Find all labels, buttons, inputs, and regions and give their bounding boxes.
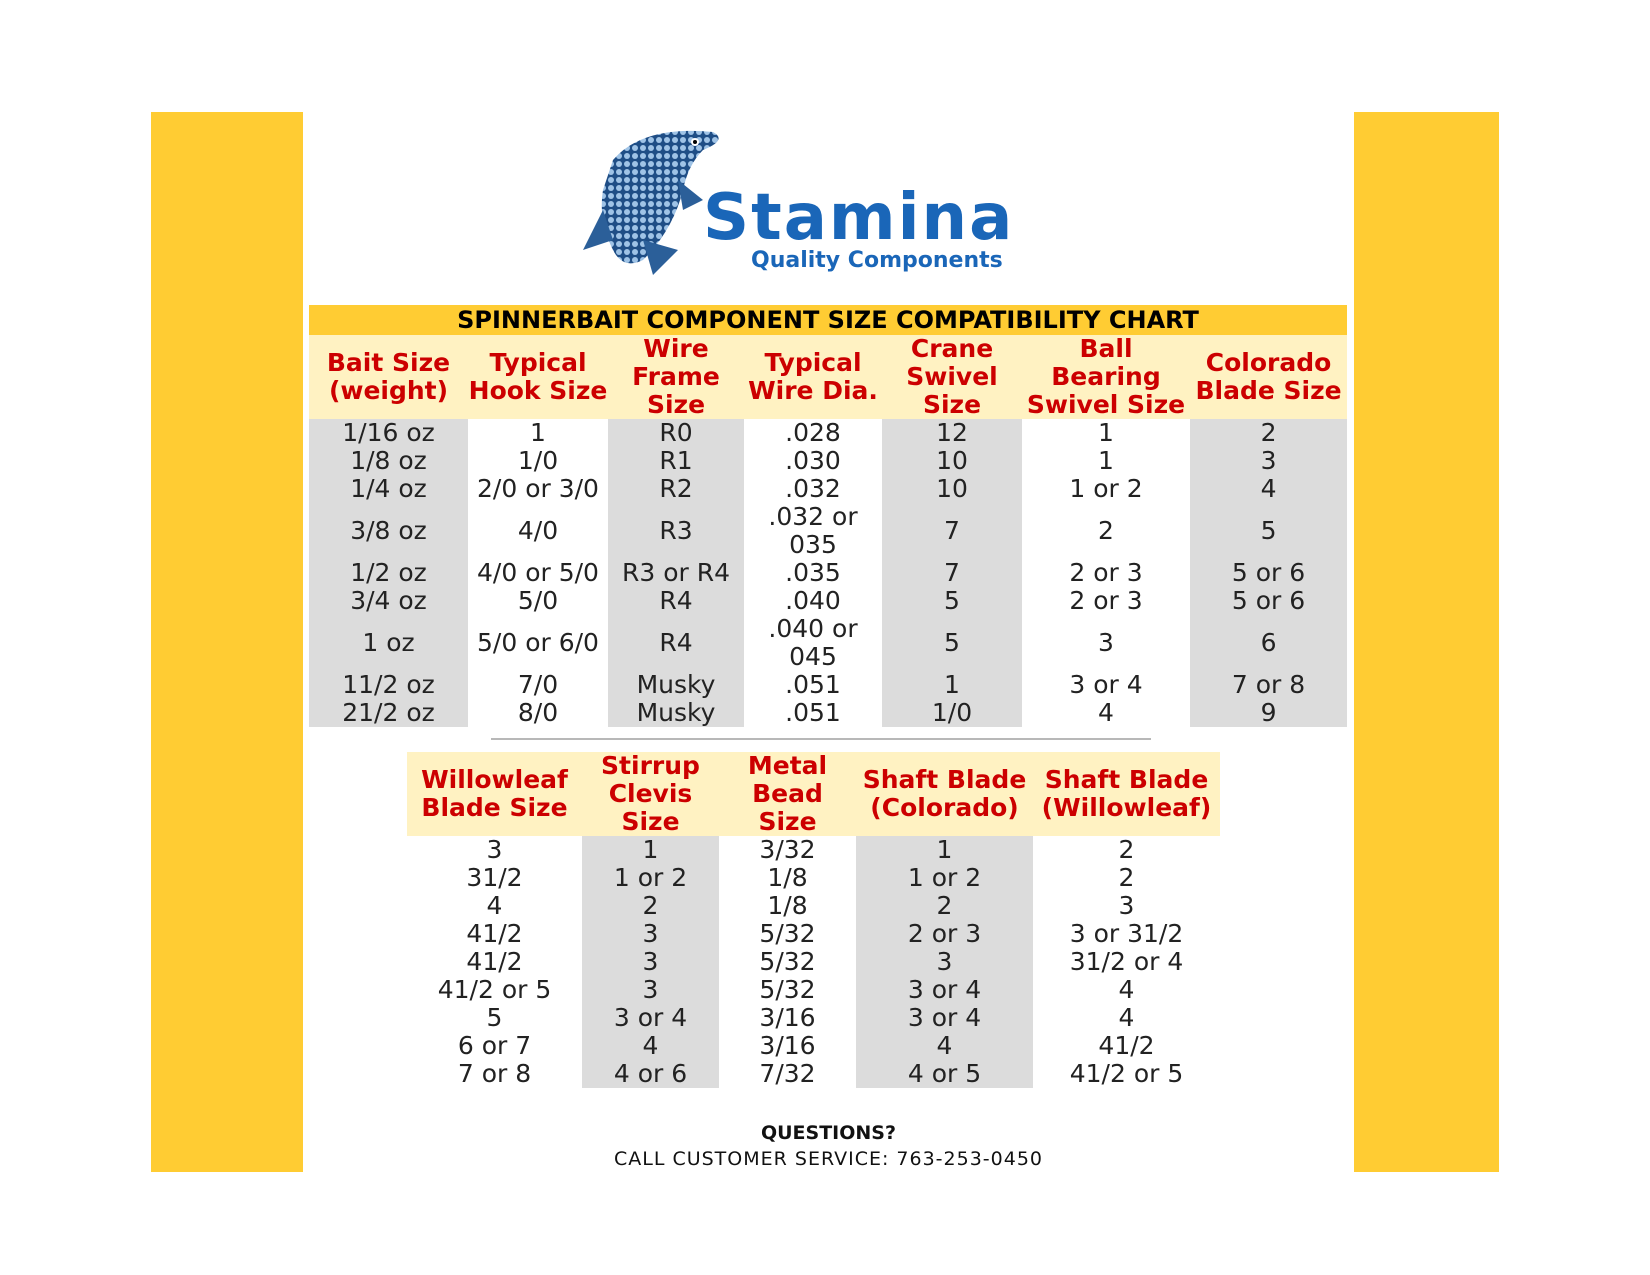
table-cell: 31/2 — [466, 863, 523, 892]
table-cell: 3/16 — [759, 1031, 816, 1060]
table-cell: 1 — [582, 836, 719, 864]
table-row — [309, 615, 1347, 671]
table-cell: 41/2 — [466, 947, 523, 976]
table-cell: .032 or 035 — [768, 502, 858, 559]
table-cell: Musky — [608, 671, 744, 699]
table-cell: R3 — [608, 503, 744, 559]
table-cell: 41/2 — [466, 919, 523, 948]
table-cell: 1 or 2 — [856, 864, 1033, 892]
chart1-body — [309, 419, 1347, 727]
table-cell: 4 or 5 — [856, 1060, 1033, 1088]
table-cell: .030 — [785, 446, 841, 475]
table-cell: 4 or 6 — [582, 1060, 719, 1088]
table-cell: 5 — [486, 1003, 503, 1032]
col-header-hook-size: Typical Hook Size — [468, 335, 608, 419]
table-cell: 2 — [856, 892, 1033, 920]
table-cell: R4 — [608, 615, 744, 671]
col-header-colorado-blade: Colorado Blade Size — [1190, 335, 1347, 419]
right-yellow-panel — [1354, 112, 1499, 1172]
table-cell: 1/2 oz — [309, 559, 468, 587]
table-cell: 2/0 or 3/0 — [477, 474, 599, 503]
table-cell: 4 — [856, 1032, 1033, 1060]
table-cell: 7 — [882, 559, 1022, 587]
table-cell: 5 — [1190, 503, 1347, 559]
questions-heading: QUESTIONS? — [760, 1122, 897, 1144]
table-cell: 2 — [1190, 419, 1347, 447]
table-cell: R0 — [608, 419, 744, 447]
table-cell: 5 — [882, 615, 1022, 671]
table-cell: 1 — [530, 418, 546, 447]
chart2-header-row — [407, 752, 1220, 836]
table-row — [309, 587, 1347, 615]
table-cell: R1 — [608, 447, 744, 475]
table-cell: 5/0 — [517, 586, 559, 615]
table-cell: 3 — [856, 948, 1033, 976]
table-cell: 7/0 — [517, 670, 559, 699]
table-cell: 5/0 or 6/0 — [477, 628, 599, 657]
table-cell: 5 — [882, 587, 1022, 615]
table-row — [407, 948, 1220, 976]
page — [151, 112, 1499, 1172]
table-cell: .040 — [785, 586, 841, 615]
table-cell: 2 — [1098, 516, 1114, 545]
table-cell: 2 — [1118, 863, 1135, 892]
table-row — [407, 976, 1220, 1004]
chart-title: SPINNERBAIT COMPONENT SIZE COMPATIBILITY CHART — [309, 305, 1347, 335]
col-header-willowleaf: Willowleaf Blade Size — [407, 752, 582, 836]
col-header-wire-dia: Typical Wire Dia. — [744, 335, 882, 419]
col-header-shaft-colorado: Shaft Blade (Colorado) — [856, 752, 1033, 836]
table-cell: 6 or 7 — [457, 1031, 532, 1060]
left-yellow-panel — [151, 112, 303, 1172]
col-header-shaft-willowleaf: Shaft Blade (Willowleaf) — [1033, 752, 1220, 836]
table-cell: 41/2 or 5 — [437, 975, 552, 1004]
table-cell: 1/8 — [767, 891, 808, 920]
table-cell: 3/8 oz — [309, 503, 468, 559]
table-cell: 4 — [582, 1032, 719, 1060]
table-cell: 3 or 4 — [856, 976, 1033, 1004]
table-cell: 4 — [1190, 475, 1347, 503]
col-header-bait-size: Bait Size (weight) — [309, 335, 468, 419]
table-cell: 1 — [1098, 446, 1114, 475]
table-cell: .028 — [785, 418, 841, 447]
table-cell: 3/16 — [759, 1003, 816, 1032]
table-cell: 5/32 — [759, 975, 816, 1004]
table-cell: Musky — [608, 699, 744, 727]
table-cell: 7/32 — [759, 1059, 816, 1088]
table-cell: .051 — [785, 698, 841, 727]
table-row — [407, 1032, 1220, 1060]
table-cell: 1 oz — [309, 615, 468, 671]
table-cell: 3 or 4 — [582, 1004, 719, 1032]
table-cell: 3/4 oz — [309, 587, 468, 615]
table-cell: 1/0 — [517, 446, 559, 475]
main-content — [303, 112, 1354, 1172]
table-cell: 9 — [1190, 699, 1347, 727]
table-cell: 3 — [582, 920, 719, 948]
table-cell: 5 or 6 — [1190, 559, 1347, 587]
table-cell: 10 — [882, 475, 1022, 503]
table-cell: R4 — [608, 587, 744, 615]
table-row — [407, 1004, 1220, 1032]
table-cell: 4 — [486, 891, 503, 920]
table-cell: 2 or 3 — [1069, 558, 1143, 587]
chart2-body — [407, 836, 1220, 1088]
col-header-metal-bead: Metal Bead Size — [719, 752, 856, 836]
col-header-crane-swivel: Crane Swivel Size — [882, 335, 1022, 419]
table-cell: 3 or 31/2 — [1069, 919, 1184, 948]
customer-service-line: CALL CUSTOMER SERVICE: 763-253-0450 — [613, 1148, 1044, 1170]
table-row — [309, 447, 1347, 475]
table-cell: 3 or 4 — [1069, 670, 1143, 699]
section-divider — [491, 738, 1151, 740]
table-cell: 5 or 6 — [1190, 587, 1347, 615]
table-cell: 8/0 — [517, 698, 559, 727]
table-cell: 4/0 — [517, 516, 559, 545]
stamina-logo — [583, 120, 1053, 280]
col-header-stirrup-clevis: Stirrup Clevis Size — [582, 752, 719, 836]
table-cell: 3 — [1098, 628, 1114, 657]
table-row — [309, 419, 1347, 447]
table-cell: 3 — [582, 976, 719, 1004]
table-cell: 2 — [1118, 835, 1135, 864]
blade-chart — [407, 752, 1220, 1088]
table-cell: 4 — [1118, 1003, 1135, 1032]
table-cell: 1 or 2 — [1069, 474, 1143, 503]
chart1-header-row — [309, 335, 1347, 419]
table-cell: 12 — [882, 419, 1022, 447]
table-cell: 1 — [882, 671, 1022, 699]
table-row — [407, 1060, 1220, 1088]
table-cell: 41/2 — [1098, 1031, 1155, 1060]
brand-name: Stamina — [703, 181, 1015, 255]
table-cell: 4 — [1098, 698, 1114, 727]
table-cell: .040 or 045 — [768, 614, 858, 671]
table-cell: 31/2 or 4 — [1069, 947, 1184, 976]
table-row — [309, 671, 1347, 699]
table-cell: 2 or 3 — [856, 920, 1033, 948]
table-cell: 2 or 3 — [1069, 586, 1143, 615]
table-cell: 7 or 8 — [457, 1059, 532, 1088]
table-row — [407, 892, 1220, 920]
table-cell: 1/4 oz — [309, 475, 468, 503]
table-cell: .051 — [785, 670, 841, 699]
table-cell: 3 — [486, 835, 503, 864]
table-cell: 1/8 — [767, 863, 808, 892]
table-row — [309, 559, 1347, 587]
table-cell: 1 — [856, 836, 1033, 864]
table-cell: 11/2 oz — [309, 671, 468, 699]
table-row — [407, 864, 1220, 892]
table-row — [407, 836, 1220, 864]
col-header-ball-bearing: Ball Bearing Swivel Size — [1022, 335, 1190, 419]
table-row — [309, 699, 1347, 727]
table-cell: .035 — [785, 558, 841, 587]
table-cell: 1/8 oz — [309, 447, 468, 475]
table-row — [309, 475, 1347, 503]
table-cell: 3 or 4 — [856, 1004, 1033, 1032]
table-cell: 3/32 — [759, 835, 816, 864]
table-cell: 2 — [582, 892, 719, 920]
table-cell: 21/2 oz — [309, 699, 468, 727]
table-cell: 6 — [1190, 615, 1347, 671]
table-cell: 4/0 or 5/0 — [477, 558, 599, 587]
table-cell: 5/32 — [759, 919, 816, 948]
table-cell: R2 — [608, 475, 744, 503]
table-cell: 5/32 — [759, 947, 816, 976]
fish-icon — [583, 120, 723, 280]
table-cell: 1 or 2 — [582, 864, 719, 892]
col-header-wire-frame-size: Wire Frame Size — [608, 335, 744, 419]
table-row — [309, 503, 1347, 559]
table-cell: 3 — [1190, 447, 1347, 475]
table-cell: 1 — [1098, 418, 1114, 447]
table-cell: 10 — [882, 447, 1022, 475]
table-cell: 3 — [582, 948, 719, 976]
table-cell: 1/16 oz — [309, 419, 468, 447]
table-cell: 1/0 — [882, 699, 1022, 727]
brand-tagline: Quality Components — [751, 248, 1003, 273]
table-row — [407, 920, 1220, 948]
table-cell: 41/2 or 5 — [1069, 1059, 1184, 1088]
table-cell: 4 — [1118, 975, 1135, 1004]
table-cell: 7 or 8 — [1190, 671, 1347, 699]
spinnerbait-chart — [309, 305, 1347, 727]
table-cell: 7 — [882, 503, 1022, 559]
table-cell: R3 or R4 — [608, 559, 744, 587]
table-cell: .032 — [785, 474, 841, 503]
table-cell: 3 — [1118, 891, 1135, 920]
